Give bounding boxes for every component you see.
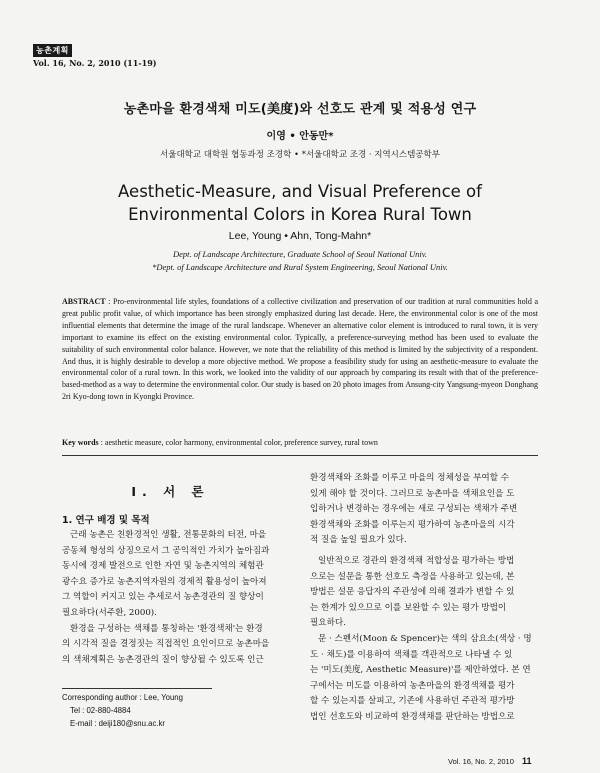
right-line: 법인 선호도와 비교하여 환경색채를 판단하는 방법으로 [310,711,515,722]
korean-title: 농촌마을 환경색채 미도(美度)와 선호도 관계 및 적용성 연구 [123,102,477,117]
right-line: 적 질을 높일 필요가 있다. [310,535,407,546]
left-line: 의 시각적 질을 결정짓는 직접적인 요인이므로 농촌마을 [62,639,270,650]
keywords-label: Key words [62,438,99,447]
english-affiliation-1: Dept. of Landscape Architecture, Graduate School of Seoul National Univ. [172,249,428,259]
left-line: 근래 농촌은 친환경적인 생활, 전통문화의 터전, 마을 [70,530,267,540]
left-line: 그 역할이 커지고 있는 추세로서 농촌경관의 질 향상이 [62,592,264,603]
abstract [62,296,538,403]
english-title-line2: Environmental Colors in Korea Rural Town [128,205,472,224]
right-line: 방법은 설문 응답자의 주관성에 의해 결과가 변할 수 있 [310,587,515,598]
english-title [0,180,600,226]
divider [62,455,538,456]
footnote-author: Corresponding author : Lee, Young [62,693,183,702]
journal-badge: 농촌계획 [33,44,72,57]
abstract-label: ABSTRACT [62,297,106,306]
right-line: 구에서는 미도를 이용하여 농촌마을의 환경색채를 평가 [310,680,515,691]
abstract-text: : Pro-environmental life styles, foundations of a collective civilization and preservation of our tradition at rural communities hold a great public profit value, of which importance has been strongly emphasized during last decade. Here, the environmental color is one of the most influential elements that determine the image of the rural landscape. Whenever an alternative color element is introduced to rural town, it is very important to examine its effect on the existing environmental color. Typically, a preference-surveying method has been used to evaluate the suitability of such environmental color balance. However, we note that the reliability of this method is limited by the subjectivity of a respondent. And thus, it is highly desirable to develop a more objective method. We propose a feasibility study for using an aesthetic-measure to evaluate the environmental color of a rural town. In this work, we looked into the validity of our approach by comparing its result with that of the preference-based-method as a way to determine the environmental color. Our study is based on 20 photo images from Ansung-city Yangsung-myeon Donghang 2ri Kyo-dong town in Kyongki Province. [62,297,539,402]
footer-volume: Vol. 16, No. 2, 2010 [448,757,514,766]
right-line: 일반적으로 경관의 환경색채 적합성을 평가하는 방법 [318,555,515,566]
right-line: 문 · 스펜서(Moon & Spencer)는 색의 삼요소(색상 · 명 [318,633,532,644]
left-line: 공동체 형성의 상징으로서 그 공익적인 가치가 높아짐과 [62,545,270,556]
right-line: 입하거나 변경하는 경우에는 새로 구성되는 색채가 주변 [310,504,518,515]
right-line: 할 수 있는지를 살피고, 기존에 사용하던 주관적 평가방 [310,696,515,707]
page-footer [448,756,532,766]
left-line: 환경을 구성하는 색채를 통칭하는 '환경색채'는 환경 [70,623,263,634]
korean-affiliation: 서울대학교 대학원 협동과정 조경학 • *서울대학교 조경 · 지역시스템공학부 [160,150,440,160]
right-line: 환경색채와 조화를 이루는지 평가하여 농촌마을의 시각 [310,519,515,530]
keywords-text: : aesthetic measure, color harmony, environmental color, preference survey, rural town [100,438,378,447]
english-title-line1: Aesthetic-Measure, and Visual Preference of [118,182,482,201]
korean-authors: 이영 • 안동만* [266,131,334,142]
right-column [310,471,538,726]
page-number: 11 [521,756,532,766]
keywords [62,438,538,447]
right-line: 환경색채와 조화를 이루고 마을의 정체성을 부여할 수 [310,473,510,483]
right-line: 으로는 설문을 통한 선호도 측정을 사용하고 있는데, 본 [310,571,515,582]
section-heading: I. 서 론 [131,484,210,499]
right-line: 도 · 채도)를 이용하여 색채를 객관적으로 나타낼 수 있 [310,649,513,660]
footnote-divider [62,688,212,689]
left-line: 동시에 경제 발전으로 인한 자연 및 농촌지역의 체험관 [62,561,264,572]
left-line: 광수요 증가로 농촌지역자원의 경제적 활용성이 높아져 [62,576,267,587]
left-column [62,528,280,668]
right-line: 는 한계가 있으므로 이를 보완할 수 있는 평가 방법이 [310,602,507,613]
subsection-heading: 1. 연구 배경 및 목적 [62,515,150,526]
english-affiliation-2: *Dept. of Landscape Architecture and Rural System Engineering, Seoul National Univ. [152,262,448,272]
left-line: 의 색채계획은 농촌경관의 질이 향상될 수 있도록 인근 [62,654,264,665]
right-line: 필요하다. [310,618,346,629]
footnote-email: E-mail : deiji180@snu.ac.kr [70,719,166,728]
left-line: 필요하다(서주환, 2000). [62,607,157,618]
volume-info: Vol. 16, No. 2, 2010 (11-19) [33,58,157,68]
english-authors: Lee, Young • Ahn, Tong-Mahn* [228,230,372,242]
right-line: 있게 해야 할 것이다. 그러므로 농촌마을 색채요인을 도 [310,488,515,499]
right-line: 는 '미도(美度, Aesthetic Measure)'를 제안하였다. 본 연 [310,665,531,676]
footnote-tel: Tel : 02-880-4884 [70,706,131,715]
